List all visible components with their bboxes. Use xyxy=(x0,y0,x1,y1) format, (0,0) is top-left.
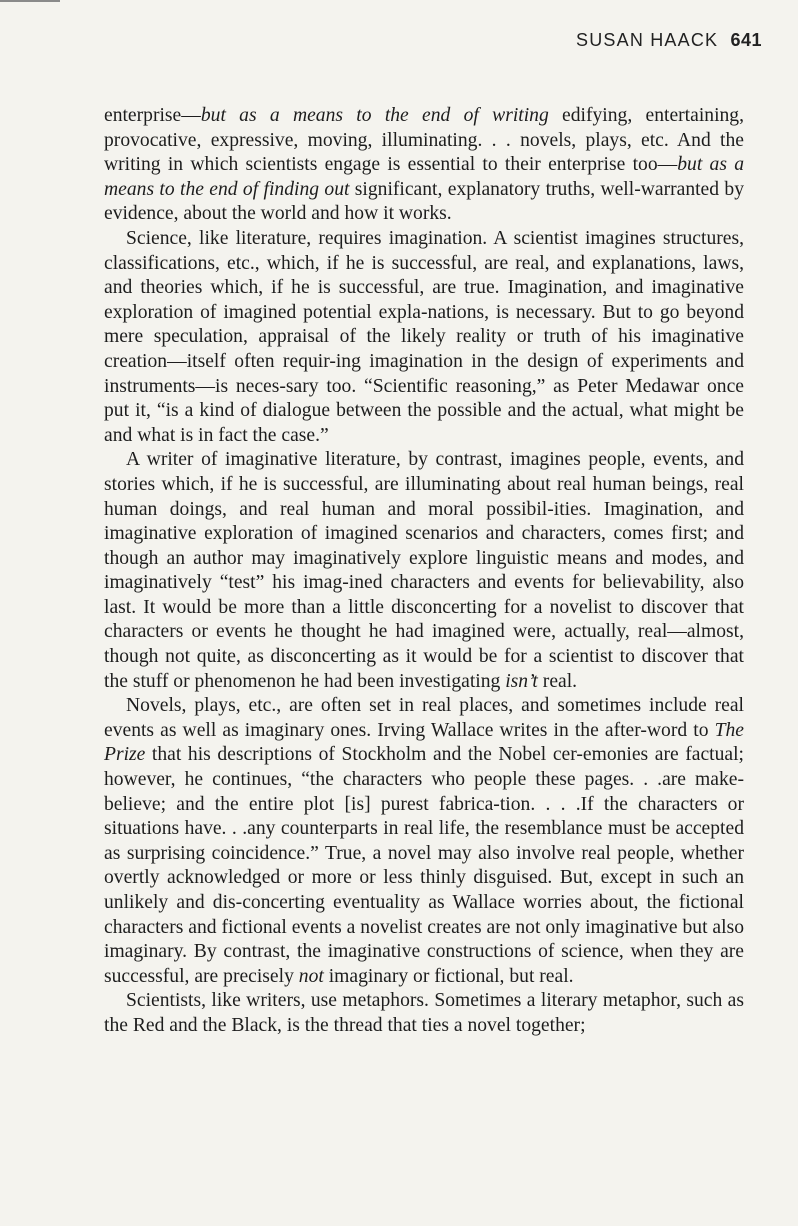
text-run: imaginary or fictional, but real. xyxy=(323,965,574,987)
author-name: SUSAN HAACK xyxy=(576,30,719,50)
top-rule xyxy=(0,0,60,2)
text-run: Scientists, like writers, use metaphors. Sometimes a literary metaphor, such as the Red and the Black, is the thread that ties a novel together; xyxy=(104,990,744,1036)
italic-run: isn’t xyxy=(505,670,538,692)
paragraph xyxy=(104,227,744,448)
italic-run: The Prize xyxy=(104,719,744,766)
paragraph xyxy=(104,104,744,227)
paragraph xyxy=(104,694,744,989)
text-run: edifying, entertaining, provocative, expressive, moving, illuminating. . . novels, plays, etc. And the writing in which scientists engage is essential to their enterprise too— xyxy=(104,105,745,176)
paragraph xyxy=(104,448,744,694)
paragraph xyxy=(104,989,744,1038)
text-run: A writer of imaginative literature, by contrast, imagines people, events, and stories which, if he is successful, are illuminating about real human beings, real human doings, and real human and moral possibil-ities. Imagination, and imaginative exploration of imagined scenarios and characters, comes first; and though an author may imaginatively explore linguistic means and modes, and imaginatively “test” his imag-ined characters and events for believability, also last. It would be more than a little disconcerting for a novelist to discover that characters or events he thought he had imagined were, actually, real—almost, though not quite, as disconcerting as it would be for a scientist to discover that the stuff or phenomenon he had been investigating xyxy=(104,449,744,692)
text-run: enterprise— xyxy=(104,105,201,126)
text-run: Novels, plays, etc., are often set in real places, and sometimes include real events as well as imaginary ones. Irving Wallace writes in the after-word to xyxy=(104,695,744,741)
italic-run: not xyxy=(298,965,324,987)
text-run: significant, explanatory truths, well-warranted by evidence, about the world and how it works. xyxy=(104,178,744,225)
body-text xyxy=(104,104,744,1039)
text-run: real. xyxy=(537,670,578,692)
page-number: 641 xyxy=(730,30,762,50)
text-run: Science, like literature, requires imagination. A scientist imagines structures, classifications, etc., which, if he is successful, are real, and explanations, laws, and theories which, if he is successful, are true. Imagination, and imaginative exploration of imagined potential expla-nations, is necessary. But to go beyond mere speculation, appraisal of the likely reality or truth of his imaginative creation—itself often requir-ing imagination in the design of experiments and instruments—is neces-sary too. “Scientific reasoning,” as Peter Medawar once put it, “is a kind of dialogue between the possible and the actual, what might be and what is in fact the case.” xyxy=(104,227,744,446)
running-head xyxy=(576,30,762,51)
italic-run: but as a means to the end of finding out xyxy=(104,154,744,200)
text-run: that his descriptions of Stockholm and the Nobel cer-emonies are factual; however, he continues, “the characters who people these pages. . .are make-believe; and the entire plot [is] purest fabrica-tion. . . .If the characters or situations have. . .any counterparts in real life, the resemblance must be accepted as surprising coincidence.” True, a novel may also involve real people, whether overtly acknowledged or more or less thinly disguised. But, except in such an unlikely and dis-concerting eventuality as Wallace worries about, the fictional characters and fictional events a novelist creates are not only imaginative but also imaginary. By contrast, the imaginative constructions of science, when they are successful, are precisely xyxy=(104,744,744,987)
italic-run: but as a means to the end of writing xyxy=(200,105,549,126)
